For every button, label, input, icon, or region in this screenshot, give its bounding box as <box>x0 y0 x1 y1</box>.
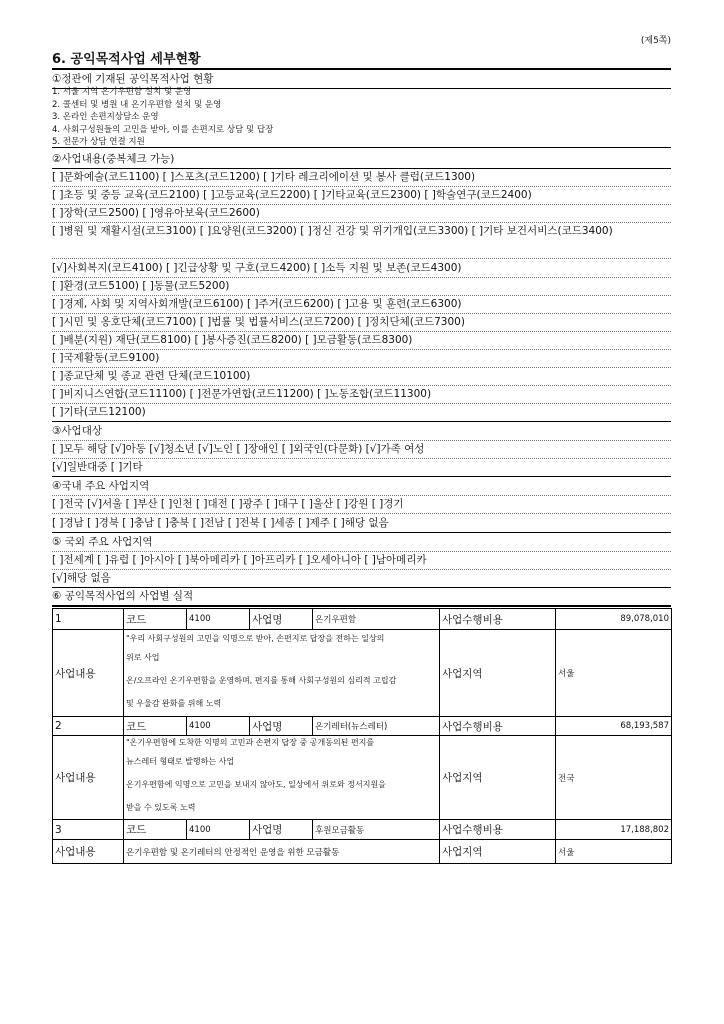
s2-line: [ ]국제활동(코드9100) <box>52 349 671 368</box>
cost-label: 사업수행비용 <box>440 717 556 736</box>
s3-line: [ ]모두 해당 [√]아동 [√]청소년 [√]노인 [ ]장애인 [ ]외국인(다문화) [√]가족 여성 <box>52 440 671 459</box>
row-number: 2 <box>53 717 124 736</box>
s2-line: [ ]초등 및 중등 교육(코드2100) [ ]고등교육(코드2200) [ ]기타교육(코드2300) [ ]학술연구(코드2400) <box>52 186 671 205</box>
s2-line: [ ]시민 및 옹호단체(코드7100) [ ]법률 및 법률서비스(코드7200) [ ]정치단체(코드7300) <box>52 313 671 332</box>
cost-value: 68,193,587 <box>556 717 672 736</box>
name-label: 사업명 <box>250 609 313 630</box>
region-value: 서울 <box>556 630 672 717</box>
s2-line: [ ]기타(코드12100) <box>52 403 671 422</box>
content-line: 온/오프라인 온기우편함을 운영하며, 편지를 통해 사회구성원의 심리적 고립감 <box>126 675 397 685</box>
table-row <box>53 820 672 840</box>
row-number: 3 <box>53 820 124 840</box>
s2-line: [ ]환경(코드5100) [ ]동물(코드5200) <box>52 277 671 296</box>
s1-item: 2. 콜센터 및 병원 내 온기우편함 설치 및 운영 <box>52 99 222 110</box>
code-label: 코드 <box>124 820 187 840</box>
s4-heading: ④국내 주요 사업지역 <box>52 477 671 496</box>
s2-line: [ ]병원 및 재활시설(코드3100) [ ]요양원(코드3200) [ ]정신 건강 및 위기개입(코드3300) [ ]기타 보건서비스(코드3400) <box>52 222 671 259</box>
s1-item: 4. 사회구성원들의 고민을 받아, 이를 손편지로 상담 및 답장 <box>52 124 274 135</box>
s3-heading: ③사업대상 <box>52 422 671 441</box>
table-row <box>53 840 672 864</box>
region-value: 전국 <box>556 736 672 820</box>
row-number: 1 <box>53 609 124 630</box>
s2-line: [√]사회복지(코드4100) [ ]긴급상황 및 구호(코드4200) [ ]소득 지원 및 보존(코드4300) <box>52 259 671 278</box>
s5-line: [√]해당 없음 <box>52 569 671 588</box>
content-value: 온기우편함 및 온기레터의 안정적인 운영을 위한 모금활동 <box>124 840 440 864</box>
table-row <box>53 736 672 820</box>
table-row <box>53 609 672 630</box>
region-label: 사업지역 <box>440 840 556 864</box>
content-line: "온기우편함에 도착한 익명의 고민과 손편지 답장 중 공개동의된 편지를 <box>126 738 375 747</box>
content-line: 뉴스레터 형태로 발행하는 사업 <box>126 757 235 766</box>
content-line: 받을 수 있도록 노력 <box>126 803 196 812</box>
s2-line: [ ]문화예술(코드1100) [ ]스포츠(코드1200) [ ]기타 레크리에이션 및 봉사 클럽(코드1300) <box>52 168 671 187</box>
code-label: 코드 <box>124 609 187 630</box>
cost-value: 89,078,010 <box>556 609 672 630</box>
content-line: 및 우울감 완화를 위해 노력 <box>126 698 222 708</box>
content-line: 온기우편함에 익명으로 고민을 보내지 않아도, 일상에서 위로와 정서지원을 <box>126 780 386 789</box>
s6-heading: ⑥ 공익목적사업의 사업별 실적 <box>52 587 671 607</box>
s1-item: 1. 서울 지역 온기우편함 설치 및 운영 <box>52 87 192 97</box>
s2-line: [ ]비지니스연합(코드11100) [ ]전문가연합(코드11200) [ ]노동조합(코드11300) <box>52 385 671 404</box>
code-value: 4100 <box>187 609 250 630</box>
cost-value: 17,188,802 <box>556 820 672 840</box>
content-label: 사업내용 <box>53 630 124 717</box>
s2-line: [ ]장학(코드2500) [ ]영유아보육(코드2600) <box>52 204 671 223</box>
s2-heading: ②사업내용(중복체크 가능) <box>52 150 671 169</box>
content-line: "우리 사회구성원의 고민을 익명으로 받아, 손편지로 답장을 전하는 일상의 <box>126 633 385 643</box>
name-value: 온기우편함 <box>313 609 440 630</box>
s1-item: 5. 전문가 상담 연결 지원 <box>52 136 671 148</box>
content-value <box>124 630 440 717</box>
code-value: 4100 <box>187 717 250 736</box>
s4-line: [ ]경남 [ ]경북 [ ]충남 [ ]충북 [ ]전남 [ ]전북 [ ]세종 [ ]제주 [ ]해당 없음 <box>52 514 671 533</box>
s3-line: [√]일반대중 [ ]기타 <box>52 458 671 477</box>
s2-line: [ ]종교단체 및 종교 관련 단체(코드10100) <box>52 367 671 386</box>
content-label: 사업내용 <box>53 736 124 820</box>
table-row <box>53 717 672 736</box>
name-label: 사업명 <box>250 717 313 736</box>
cost-label: 사업수행비용 <box>440 609 556 630</box>
s4-line: [ ]전국 [√]서울 [ ]부산 [ ]인천 [ ]대전 [ ]광주 [ ]대구 [ ]울산 [ ]강원 [ ]경기 <box>52 495 671 514</box>
s1-item: 3. 온라인 손편지상담소 운영 <box>52 112 159 122</box>
page-number: (제5쪽) <box>640 36 671 46</box>
name-value: 온기레터(뉴스레터) <box>313 717 440 736</box>
region-label: 사업지역 <box>440 630 556 717</box>
content-line: 위로 사업 <box>126 652 160 662</box>
region-value: 서울 <box>556 840 672 864</box>
name-label: 사업명 <box>250 820 313 840</box>
s2-line: [ ]경제, 사회 및 지역사회개발(코드6100) [ ]주거(코드6200) [ ]고용 및 훈련(코드6300) <box>52 295 671 314</box>
s1-heading: ①정관에 기재된 공익목적사업 현황 <box>52 70 671 89</box>
name-value: 후원모금활동 <box>313 820 440 840</box>
code-label: 코드 <box>124 717 187 736</box>
cost-label: 사업수행비용 <box>440 820 556 840</box>
content-value <box>124 736 440 820</box>
content-label: 사업내용 <box>53 840 124 864</box>
table-row <box>53 630 672 717</box>
s5-line: [ ]전세계 [ ]유럽 [ ]아시아 [ ]북아메리카 [ ]아프리카 [ ]오세아니아 [ ]남아메리카 <box>52 551 671 570</box>
region-label: 사업지역 <box>440 736 556 820</box>
performance-table <box>52 608 672 864</box>
s5-heading: ⑤ 국외 주요 사업지역 <box>52 533 671 552</box>
s2-line: [ ]배분(지원) 재단(코드8100) [ ]봉사증진(코드8200) [ ]모금활동(코드8300) <box>52 331 671 350</box>
code-value: 4100 <box>187 820 250 840</box>
section-title: 6. 공익목적사업 세부현황 <box>52 52 201 67</box>
